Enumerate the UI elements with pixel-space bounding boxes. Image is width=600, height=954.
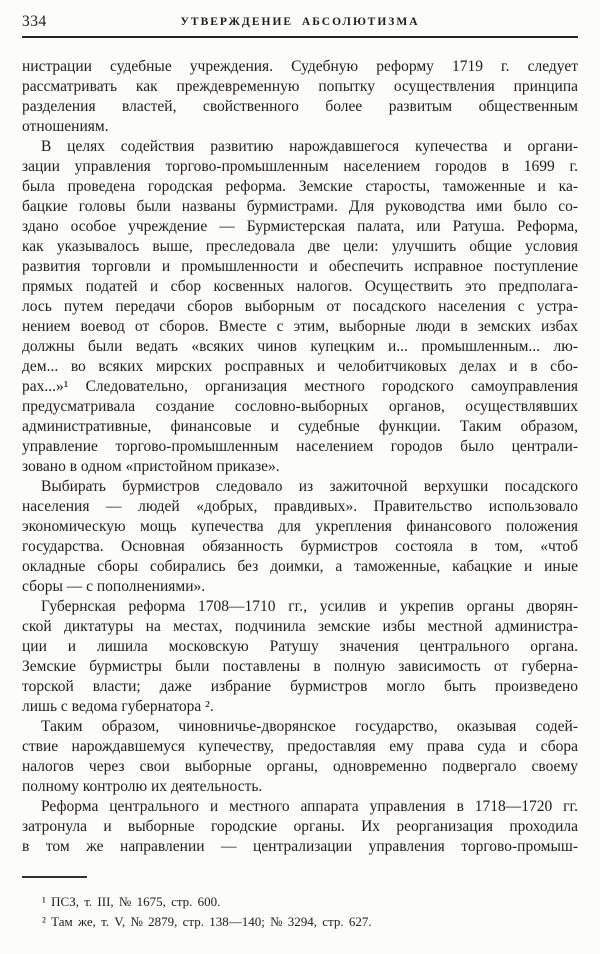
text-line: населения — людей «добрых, правдивых». Правительство использовало xyxy=(22,498,578,515)
paragraph-2 xyxy=(22,137,578,477)
text-line: Выбирать бурмистров следовало из зажиточной верхушки посадского xyxy=(41,478,578,495)
text-line: административные, финансовые и судебные функции. Таким образом, xyxy=(22,418,578,435)
text-line: ции и лишила московскую Ратушу значения центрального органа. xyxy=(22,638,578,655)
text-line: развития торговли и промышленности и обеспечить исправное поступление xyxy=(22,258,578,275)
text-line: разделения властей, свойственного более развитым общественным xyxy=(22,98,578,115)
text-line: бацкие головы были названы бурмистрами. Для руководства ими было со- xyxy=(22,198,578,215)
text-line: полному контролю их деятельность. xyxy=(22,778,263,795)
running-head: УТВЕРЖДЕНИЕ АБСОЛЮТИЗМА xyxy=(180,16,420,28)
text-line: лишь с ведома губернатора ². xyxy=(22,698,214,715)
text-line: здано особое учреждение — Бурмистерская палата, или Ратуша. Реформа, xyxy=(22,218,578,235)
text-line: зовано в одном «пристойном приказе». xyxy=(22,458,280,475)
text-line: сборы — с пополнениями». xyxy=(22,578,206,595)
text-line: в том же направлении — централизации управления торгово-промыш- xyxy=(22,838,578,855)
text-line: В целях содействия развитию нарождавшегося купечества и органи- xyxy=(41,138,578,155)
footnote-separator xyxy=(22,876,87,878)
paragraph-5 xyxy=(22,717,578,797)
text-line: нением воевод от сборов. Вместе с этим, выборные люди в земских избах xyxy=(22,318,578,335)
text-line: государства. Основная обязанность бурмистров состояла в том, «чтоб xyxy=(22,538,578,555)
text-line: отношениям. xyxy=(22,118,109,135)
page-body xyxy=(22,57,578,857)
footnotes xyxy=(22,892,578,931)
text-line: налогов через свои выборные органы, одновременно подвергало своему xyxy=(22,758,578,775)
text-line: управление торгово-промышленным населением городов было централи- xyxy=(22,438,578,455)
text-line: была проведена городская реформа. Земские старосты, таможенные и ка- xyxy=(22,178,578,195)
footnote-1: ¹ ПСЗ, т. III, № 1675, стр. 600. xyxy=(42,894,221,909)
page-header xyxy=(22,12,578,34)
text-line: должны были ведать «всяких чинов купецким и... промышленным... лю- xyxy=(22,338,578,355)
text-line: экономическую мощь купечества для укрепления финансового положения xyxy=(22,518,578,535)
text-line: ской диктатуры на местах, подчинила земские избы местной администра- xyxy=(22,618,578,635)
text-line: рассматривать как преждевременную попытку осуществления принципа xyxy=(22,78,578,95)
text-line: прямых податей и сбор косвенных налогов. Осуществить это предполага- xyxy=(22,278,578,295)
text-line: Таким образом, чиновничье-дворянское государство, оказывая содей- xyxy=(41,718,578,735)
text-line: предусматривала создание сословно-выборных органов, осуществлявших xyxy=(22,398,578,415)
text-line: дем... во всяких мирских росправных и челобитчиковых делах и в сбо- xyxy=(22,358,578,375)
text-line: нистрации судебные учреждения. Судебную реформу 1719 г. следует xyxy=(22,58,578,75)
text-line: ствие нарождавшемуся купечеству, предоставляя ему права суда и сбора xyxy=(22,738,578,755)
text-line: зации управления торгово-промышленным населением городов в 1699 г. xyxy=(22,158,578,175)
footnote-2: ² Там же, т. V, № 2879, стр. 138—140; № 3294, стр. 627. xyxy=(42,913,372,929)
text-line: лось путем передачи сборов выборным от посадского населения с устра- xyxy=(22,298,578,315)
paragraph-3 xyxy=(22,477,578,597)
header-rule xyxy=(22,36,578,38)
text-line: окладные сборы собирались без доимки, а таможенные, кабацкие и иные xyxy=(22,558,578,575)
text-line: затронула и выборные городские органы. Их реорганизация проходила xyxy=(22,818,578,835)
page-number: 334 xyxy=(22,13,47,30)
text-line: Губернская реформа 1708—1710 гг., усилив и укрепив органы дворян- xyxy=(41,598,578,615)
paragraph-6 xyxy=(22,797,578,857)
text-line: Реформа центрального и местного аппарата управления в 1718—1720 гг. xyxy=(41,798,578,815)
text-line: Земские бурмистры были поставлены в полную зависимость от губерна- xyxy=(22,658,578,675)
paragraph-4 xyxy=(22,597,578,717)
text-line: рах...»¹ Следовательно, организация местного городского самоуправления xyxy=(22,378,578,395)
paragraph-1 xyxy=(22,57,578,137)
text-line: торской власти; даже избрание бурмистров могло быть произведено xyxy=(22,678,578,695)
text-line: как указывалось выше, преследовала две цели: улучшить общие условия xyxy=(22,238,578,255)
